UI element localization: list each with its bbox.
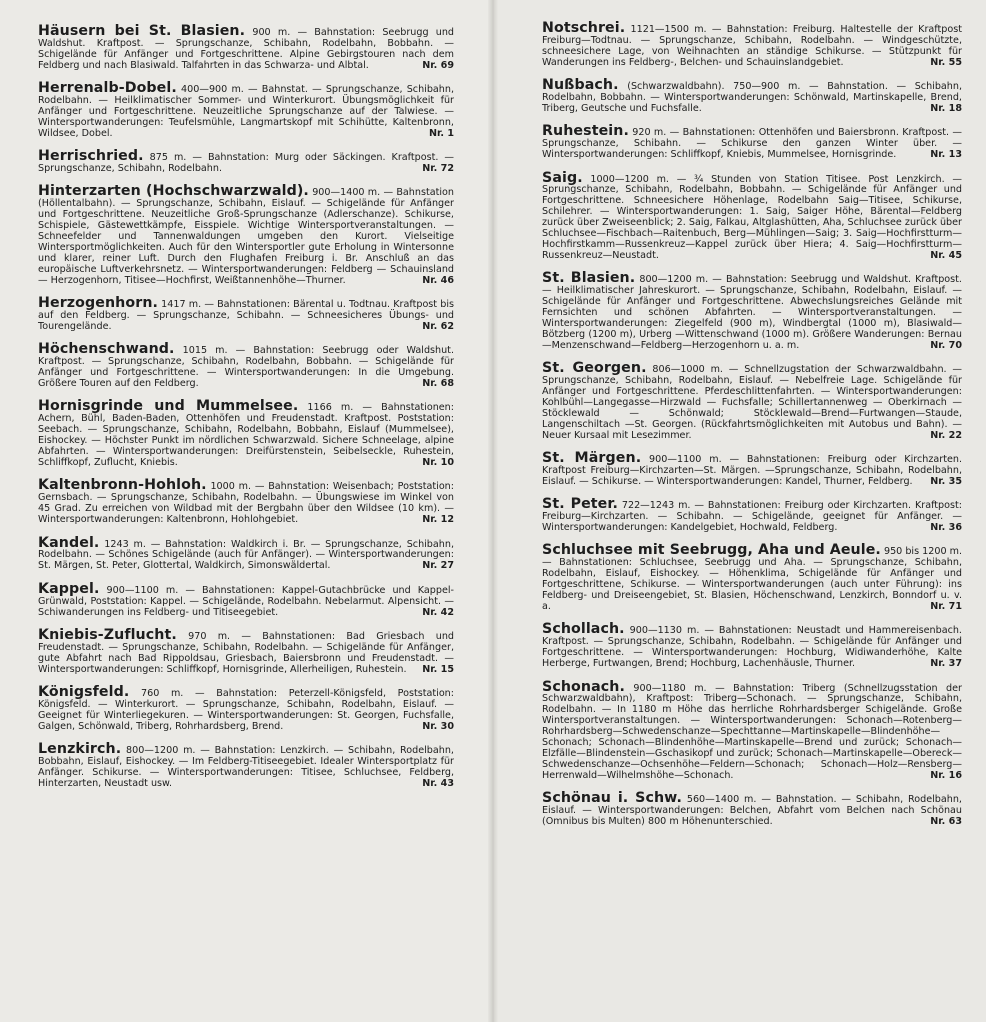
- resort-number: Nr. 45: [930, 249, 962, 261]
- resort-number: Nr. 43: [422, 777, 454, 789]
- resort-entry: [542, 680, 962, 782]
- resort-number: Nr. 15: [422, 663, 454, 675]
- resort-description: 1417 m. — Bahnstationen: Bärental u. Todtnau. Kraftpost bis auf den Feldberg. — Sprungschanze, Schibahn. — Schneesicheres Übungs- und Tourengelände.: [38, 299, 454, 332]
- resort-name: Schluchsee mit Seebrugg, Aha und Aeule.: [542, 542, 881, 559]
- resort-name: Königsfeld.: [38, 684, 130, 701]
- resort-number: Nr. 70: [930, 339, 962, 351]
- resort-number: Nr. 27: [422, 560, 454, 572]
- resort-name: Häusern bei St. Blasien.: [38, 23, 246, 39]
- resort-entry: [542, 361, 962, 441]
- resort-description: 722—1243 m. — Bahnstationen: Freiburg oder Kirchzarten. Kraftpost: Freiburg—Kirchzarten. — Schibahn. — Schigelände, geeignet für Anfänger. — Wintersportwanderungen: Kandelgebiet, Hochwald, Feldberg.: [542, 500, 962, 534]
- resort-number: Nr. 30: [422, 720, 454, 732]
- resort-number: Nr. 62: [422, 320, 454, 332]
- resort-entry: [38, 24, 454, 72]
- resort-number: Nr. 71: [930, 600, 962, 612]
- resort-name: St. Peter.: [542, 496, 618, 513]
- resort-entry: [38, 582, 454, 619]
- resort-name: Lenzkirch.: [38, 741, 122, 758]
- resort-name: Herrischried.: [38, 148, 144, 165]
- resort-name: Höchenschwand.: [38, 341, 175, 358]
- resort-entry: [542, 622, 962, 670]
- resort-entry: [38, 685, 454, 733]
- resort-description: 1243 m. — Bahnstation: Waldkirch i. Br. — Sprungschanze, Schibahn, Rodelbahn. — Schönes Schigelände (auch für Anfänger). — Wintersportwanderungen: St. Märgen, St. Peter, Glottertal, Waldkirch, Simonswäldertal.: [38, 538, 454, 572]
- resort-entry: [38, 149, 454, 175]
- resort-name: Kaltenbronn-Hohloh.: [38, 477, 207, 494]
- resort-description: 1000 m. — Bahnstation: Weisenbach; Poststation: Gernsbach. — Sprungschanze, Schibahn, Rodelbahn. — Übungswiese im Winkel von 45 Grad. Zu erreichen von Wildbad mit der Bergbahn über den Wildsee (10 km). — Wintersportwanderungen: Kaltenbronn, Hohlohgebiet.: [38, 481, 454, 526]
- resort-name: Kappel.: [38, 580, 100, 597]
- resort-name: St. Blasien.: [542, 270, 636, 287]
- resort-description: 1166 m. — Bahnstationen: Achern, Bühl, Baden-Baden, Ottenhöfen und Freudenstadt. Kraftpost. Poststation: Seebach. — Sprungschanze, Schibahn, Rodelbahn, Bobbahn, Eislauf (Mummelsee), Eishockey. — Höchster Punkt im nördlichen Schwarzwald. Sichere Schneelage, alpine Abfahrten. — Wintersportwanderungen: Dreifürstenstein, Seibelseckle, Ruhestein, Schliffkopf, Zuflucht, Kniebis.: [38, 402, 454, 468]
- resort-description: 400—900 m. — Bahnstat. — Sprungschanze, Schibahn, Rodelbahn. — Heilklimatischer Sommer- und Winterkurort. Übungsmöglichkeit für Anfänger und Fortgeschrittene. Neuzeitliche Sprungschanze auf der Talwiese. — Wintersportwanderungen: Teufelsmühle, Langmartskopf mit Schihütte, Kaltenbronn, Wildsee, Dobel.: [38, 84, 454, 139]
- resort-number: Nr. 46: [422, 274, 454, 286]
- resort-description: 900—1400 m. — Bahnstation (Höllentalbahn). — Sprungschanze, Schibahn, Eislauf. — Schigelände für Anfänger und Fortgeschrittene. Neuzeitliche Groß-Sprungschanze (Adlerschanze). Schikurse, Schispiele, Gästewettkämpfe, Eisspiele. Wichtige Wintersportveranstaltungen. — Schneefelder und Tannenwaldungen umgeben den Kurort. Vielseitige Wintersportmöglichkeiten. Auch für den Wintersportler gute Erholung in Wintersonne und klarer, reiner Luft. Durch den Flughafen Freiburg i. Br. Anschluß an das europäische Luftverkehrsnetz. — Wintersportwanderungen: Feldberg — Schauinsland — Herzogenhorn, Titisee—Hochfirst, Weißtannenhöhe—Thurner.: [38, 187, 454, 286]
- resort-description: (Schwarzwaldbahn). 750—900 m. — Bahnstation. — Schibahn, Rodelbahn, Bobbahn. — Wintersportwanderungen: Schönwald, Martinskapelle, Brend, Triberg, Geutsche und Fuchsfalle.: [542, 81, 962, 114]
- resort-name: St. Georgen.: [542, 360, 647, 377]
- resort-description: 950 bis 1200 m. — Bahnstationen: Schluchsee, Seebrugg und Aha. — Sprungschanze, Schibahn, Rodelbahn, Eislauf, Eishockey. — Höhenklima, Schigelände für Anfänger und Fortgeschrittene, Schikurse. — Wintersportwanderungen (auch unter Führung): ins Feldberg- und Dreiseengebiet, St. Blasien, Höchenschwand, Lenzkirch, Bonndorf u. v. a.: [542, 546, 962, 612]
- resort-description: 970 m. — Bahnstationen: Bad Griesbach und Freudenstadt. — Sprungschanze, Schibahn, Rodelbahn. — Schigelände für Anfänger, gute Abfahrt nach Bad Rippoldsau, Griesbach, Baiersbronn und Freudenstadt. — Wintersportwanderungen: Schliffkopf, Hornisgrinde, Allerheiligen, Ruhestein.: [38, 630, 454, 675]
- resort-number: Nr. 35: [930, 475, 962, 487]
- resort-entry: [542, 21, 962, 69]
- resort-description: 806—1000 m. — Schnellzugstation der Schwarzwaldbahn. — Sprungschanze, Schibahn, Rodelbahn, Eislauf. — Nebelfreie Lage. Schigelände für Anfänger und Fortgeschrittene. Pferdeschlittenfahrten. — Wintersportwanderungen: Kohlbühl—Langegasse—Hirzwald — Fuchsfalle; Schillertannenweg — Oberkirnach — Stöcklewald — Schönwald; Stöcklewald—Brend—Furtwangen—Staude, Langenschiltach —St. Georgen. (Rückfahrtsmöglichkeiten mit Autobus und Bahn). — Neuer Kursaal mit Lesezimmer.: [542, 364, 962, 441]
- resort-entry: [542, 451, 962, 488]
- resort-number: Nr. 42: [422, 606, 454, 618]
- resort-name: Schönau i. Schw.: [542, 790, 682, 807]
- resort-entry: [38, 184, 454, 286]
- resort-name: Herzogenhorn.: [38, 295, 159, 312]
- resort-description: 800—1200 m. — Bahnstation: Seebrugg und Waldshut. Kraftpost. — Heilklimatischer Jahreskurort. — Sprungschanze, Schibahn, Rodelbahn, Eislauf. — Schigelände für Anfänger und Fortgeschrittene. Abwechslungsreiches Gelände mit Fernsichten und schönen Abfahrten. — Wintersportveranstaltungen. — Wintersportwanderungen: Ziegelfeld (900 m), Windbergtal (1000 m), Blasiwald—Bötzberg (1200 m), Urberg —Wittenschwand (1000 m). Größere Wanderungen: Bernau—Menzenschwand—Feldberg—Herzogenhorn u. a. m.: [542, 274, 962, 351]
- resort-description: 1121—1500 m. — Bahnstation: Freiburg. Haltestelle der Kraftpost Freiburg—Todtnau. — Sprungschanze, Schibahn, Rodelbahn. — Windgeschützte, schneesichere Lage, von Weihnachten an ständige Schikurse. — Stützpunkt für Wanderungen ins Feldberg-, Belchen- und Schauinslandgebiet.: [542, 24, 962, 68]
- resort-name: Notschrei.: [542, 20, 626, 36]
- resort-number: Nr. 68: [422, 378, 454, 390]
- resort-name: Hinterzarten (Hochschwarzwald).: [38, 183, 309, 200]
- right-column: [542, 21, 962, 837]
- resort-description: 900—1100 m. — Bahnstationen: Freiburg oder Kirchzarten. Kraftpost Freiburg—Kirchzarten—St. Märgen. —Sprungschanze, Schibahn, Rodelbahn, Eislauf. — Schikurse. — Wintersportwanderungen: Kandel, Thurner, Feldberg.: [542, 454, 963, 487]
- resort-number: Nr. 1: [428, 127, 454, 139]
- resort-description: 1000—1200 m. — ¾ Stunden von Station Titisee. Post Lenzkirch. — Sprungschanze, Schibahn, Rodelbahn, Bobbahn. — Schigelände für Anfänger und Fortgeschrittene. Schneesichere Höhenlage, Rodelbahn Saig—Titisee, Schikurse, Schilehrer. — Wintersportwanderungen: 1. Saig, Saiger Höhe, Bärental—Feldberg zurück über Zweiseenblick; 2. Saig, Falkau, Altglashütten, Aha, Schluchsee zurück über Schluchsee—Fischbach—Raitenbuch, Berg—Mühlingen—Saig; 3. Saig—Hochfirstturm—Hochfirstkamm—Russenkreuz—Kappel zurück über Hiera; 4. Saig—Hochfirstturm—Russenkreuz—Neustadt.: [542, 173, 962, 261]
- resort-number: Nr. 36: [930, 522, 962, 534]
- resort-number: Nr. 16: [930, 769, 962, 781]
- resort-name: St. Märgen.: [542, 450, 642, 466]
- resort-name: Kniebis-Zuflucht.: [38, 626, 177, 643]
- resort-name: Kandel.: [38, 534, 100, 551]
- resort-entry: [542, 78, 962, 115]
- resort-number: Nr. 37: [930, 658, 962, 670]
- resort-name: Nußbach.: [542, 77, 619, 94]
- resort-description: 875 m. — Bahnstation: Murg oder Säckingen. Kraftpost. — Sprungschanze, Schibahn, Rodelbahn.: [38, 152, 454, 175]
- page-fold: [488, 0, 498, 1022]
- resort-name: Saig.: [542, 169, 583, 186]
- resort-name: Schonach.: [542, 678, 625, 695]
- resort-entry: [38, 296, 454, 333]
- resort-number: Nr. 12: [422, 514, 454, 526]
- resort-description: 760 m. — Bahnstation: Peterzell-Königsfeld, Poststation: Königsfeld. — Winterkurort. — Sprungschanze, Schibahn, Rodelbahn, Eislauf. — Geeignet für Winterliegekuren. — Wintersportwanderungen: St. Georgen, Fuchsfalle, Galgen, Schönwald, Triberg, Rohrhardsberg, Brend.: [38, 688, 454, 732]
- resort-entry: [38, 742, 454, 790]
- resort-entry: [38, 342, 454, 390]
- resort-description: 920 m. — Bahnstationen: Ottenhöfen und Baiersbronn. Kraftpost. — Sprungschanze, Schibahn. — Schikurse den ganzen Winter über. — Wintersportwanderungen: Schliffkopf, Kniebis, Mummelsee, Hornisgrinde.: [542, 127, 962, 161]
- resort-description: 900 m. — Bahnstation: Seebrugg und Waldshut. Kraftpost. — Sprungschanze, Schibahn, Rodelbahn, Bobbahn. — Schigelände für Anfänger und Fortgeschrittene. Alpine Gebirgstouren nach dem Feldberg und nach Blasiwald. Talfahrten in das Schwarza- und Albtal.: [38, 27, 454, 71]
- resort-entry: [38, 628, 454, 676]
- resort-entry: [542, 791, 962, 828]
- resort-name: Hornisgrinde und Mummelsee.: [38, 398, 299, 415]
- left-column: [38, 24, 454, 799]
- resort-number: Nr. 72: [422, 163, 454, 175]
- resort-description: 900—1100 m. — Bahnstationen: Kappel-Gutachbrücke und Kappel-Grünwald, Poststation: Kappel. — Schigelände, Rodelbahn. Nebelarmut. Alpensicht. — Schiwanderungen ins Feldberg- und Titiseegebiet.: [38, 584, 454, 618]
- resort-entry: [542, 171, 962, 262]
- resort-number: Nr. 13: [930, 149, 962, 161]
- resort-number: Nr. 10: [422, 457, 454, 468]
- resort-number: Nr. 55: [930, 56, 962, 68]
- resort-description: 560—1400 m. — Bahnstation. — Schibahn, Rodelbahn, Eislauf. — Wintersportwanderungen: Belchen, Abfahrt vom Belchen nach Schönau (Omnibus bis Multen) 800 m Höhenunterschied.: [542, 794, 962, 827]
- resort-entry: [542, 543, 962, 612]
- resort-entry: [38, 478, 454, 526]
- resort-entry: [542, 271, 962, 351]
- resort-description: 900—1180 m. — Bahnstation: Triberg (Schnellzugsstation der Schwarzwaldbahn), Kraftpost: Triberg—Schonach. — Sprungschanze, Schibahn, Rodelbahn. — In 1180 m Höhe das herrliche Rohrhardsberger Schigelände. Große Wintersportveranstaltungen. — Wintersportwanderungen: Schonach—Rotenberg—Rohrhardsberg—Schwedenschanze—Spechttanne—Martinskapelle—Blindenhöhe—Schonach; Schonach—Blindenhöhe—Martinskapelle—Brend und zurück; Schonach—Elzfälle—Blindenstein—Gschasikopf und zurück; Schonach—Martinskapelle—Obereck—Schwedenschanze—Ochsenhöhe—Feldern—Schonach; Schonach—Holz—Rensberg—Herrenwald—Wilhelmshöhe—Schonach.: [542, 682, 962, 781]
- resort-name: Schollach.: [542, 621, 625, 638]
- resort-number: Nr. 18: [930, 102, 962, 114]
- resort-name: Ruhestein.: [542, 123, 629, 140]
- resort-entry: [38, 399, 454, 468]
- resort-entry: [542, 124, 962, 161]
- resort-name: Herrenalb-Dobel.: [38, 80, 177, 97]
- resort-description: 1015 m. — Bahnstation: Seebrugg oder Waldshut. Kraftpost. — Sprungschanze, Schibahn, Rodelbahn, Bobbahn. — Schigelände für Anfänger und Fortgeschrittene. — Wintersportwanderungen: In die Umgebung. Größere Touren auf den Feldberg.: [38, 345, 454, 390]
- resort-number: Nr. 69: [422, 59, 454, 71]
- resort-description: 900—1130 m. — Bahnstationen: Neustadt und Hammereisenbach. Kraftpost. — Sprungschanze, Schibahn, Rodelbahn. — Schigelände für Anfänger und Fortgeschrittene. — Wintersportwanderungen: Hochburg, Widiwanderhöhe, Kalte Herberge, Furtwangen, Brend; Hochburg, Lachenhäusle, Thurner.: [542, 625, 962, 670]
- resort-entry: [38, 81, 454, 140]
- resort-number: Nr. 63: [930, 815, 962, 827]
- resort-description: 800—1200 m. — Bahnstation: Lenzkirch. — Schibahn, Rodelbahn, Bobbahn, Eislauf, Eishockey. — Im Feldberg-Titiseegebiet. Idealer Wintersportplatz für Anfänger. Schikurse. — Wintersportwanderungen: Titisee, Schluchsee, Feldberg, Hinterzarten, Neustadt usw.: [38, 745, 454, 789]
- resort-entry: [542, 497, 962, 534]
- resort-number: Nr. 22: [930, 429, 962, 441]
- resort-entry: [38, 536, 454, 573]
